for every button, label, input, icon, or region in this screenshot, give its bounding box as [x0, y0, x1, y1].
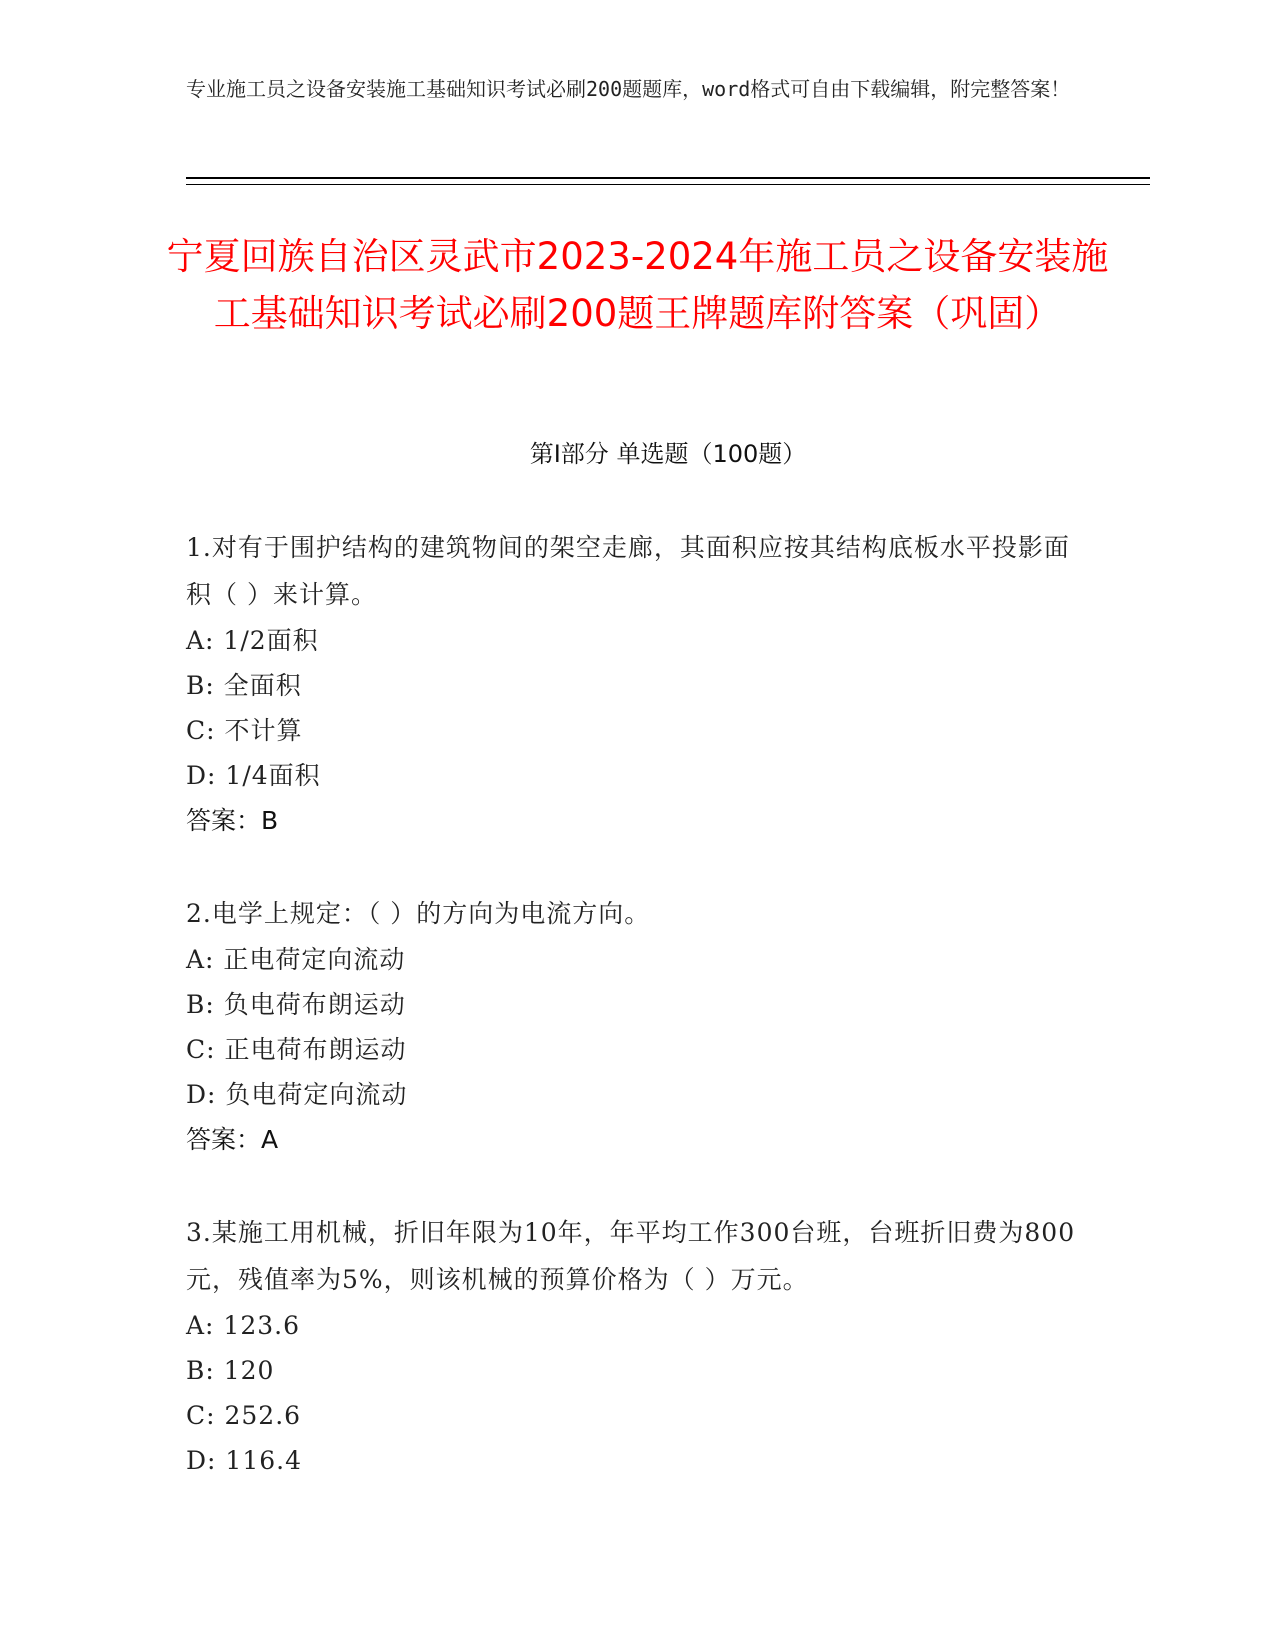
- header-rule-thin: [186, 184, 1150, 185]
- option-d: D: 116.4: [186, 1446, 302, 1475]
- question-2: [186, 890, 1086, 1163]
- answer: 答案：A: [186, 1125, 279, 1154]
- question-1: [186, 524, 1086, 844]
- option-b: B: 120: [186, 1356, 275, 1385]
- option-c: C: 不计算: [186, 716, 303, 745]
- option-b: B: 负电荷布朗运动: [186, 990, 406, 1019]
- option-c: C: 正电荷布朗运动: [186, 1035, 407, 1064]
- option-d: D: 负电荷定向流动: [186, 1080, 408, 1109]
- question-3: [186, 1209, 1086, 1483]
- section-title: 第Ⅰ部分 单选题（100题）: [529, 440, 807, 468]
- question-list: [186, 524, 1086, 1529]
- option-c: C: 252.6: [186, 1401, 302, 1430]
- answer: 答案：B: [186, 806, 279, 835]
- option-d: D: 1/4面积: [186, 761, 321, 790]
- header-note: 专业施工员之设备安装施工基础知识考试必刷200题题库，word格式可自由下载编辑，附完整答案！: [186, 77, 1071, 101]
- question-stem: 1.对有于围护结构的建筑物间的架空走廊，其面积应按其结构底板水平投影面积（ ）来计算。: [186, 533, 1070, 609]
- option-b: B: 全面积: [186, 671, 302, 700]
- option-a: A: 123.6: [186, 1311, 300, 1340]
- option-a: A: 正电荷定向流动: [186, 945, 406, 974]
- header-rule-thick: [186, 177, 1150, 179]
- question-stem: 3.某施工用机械，折旧年限为10年，年平均工作300台班，台班折旧费为800元，残值率为5%，则该机械的预算价格为（ ）万元。: [186, 1218, 1076, 1294]
- option-a: A: 1/2面积: [186, 626, 319, 655]
- question-stem: 2.电学上规定：（ ）的方向为电流方向。: [186, 899, 651, 928]
- document-title: 宁夏回族自治区灵武市2023-2024年施工员之设备安装施工基础知识考试必刷200题王牌题库附答案（巩固）: [166, 235, 1109, 335]
